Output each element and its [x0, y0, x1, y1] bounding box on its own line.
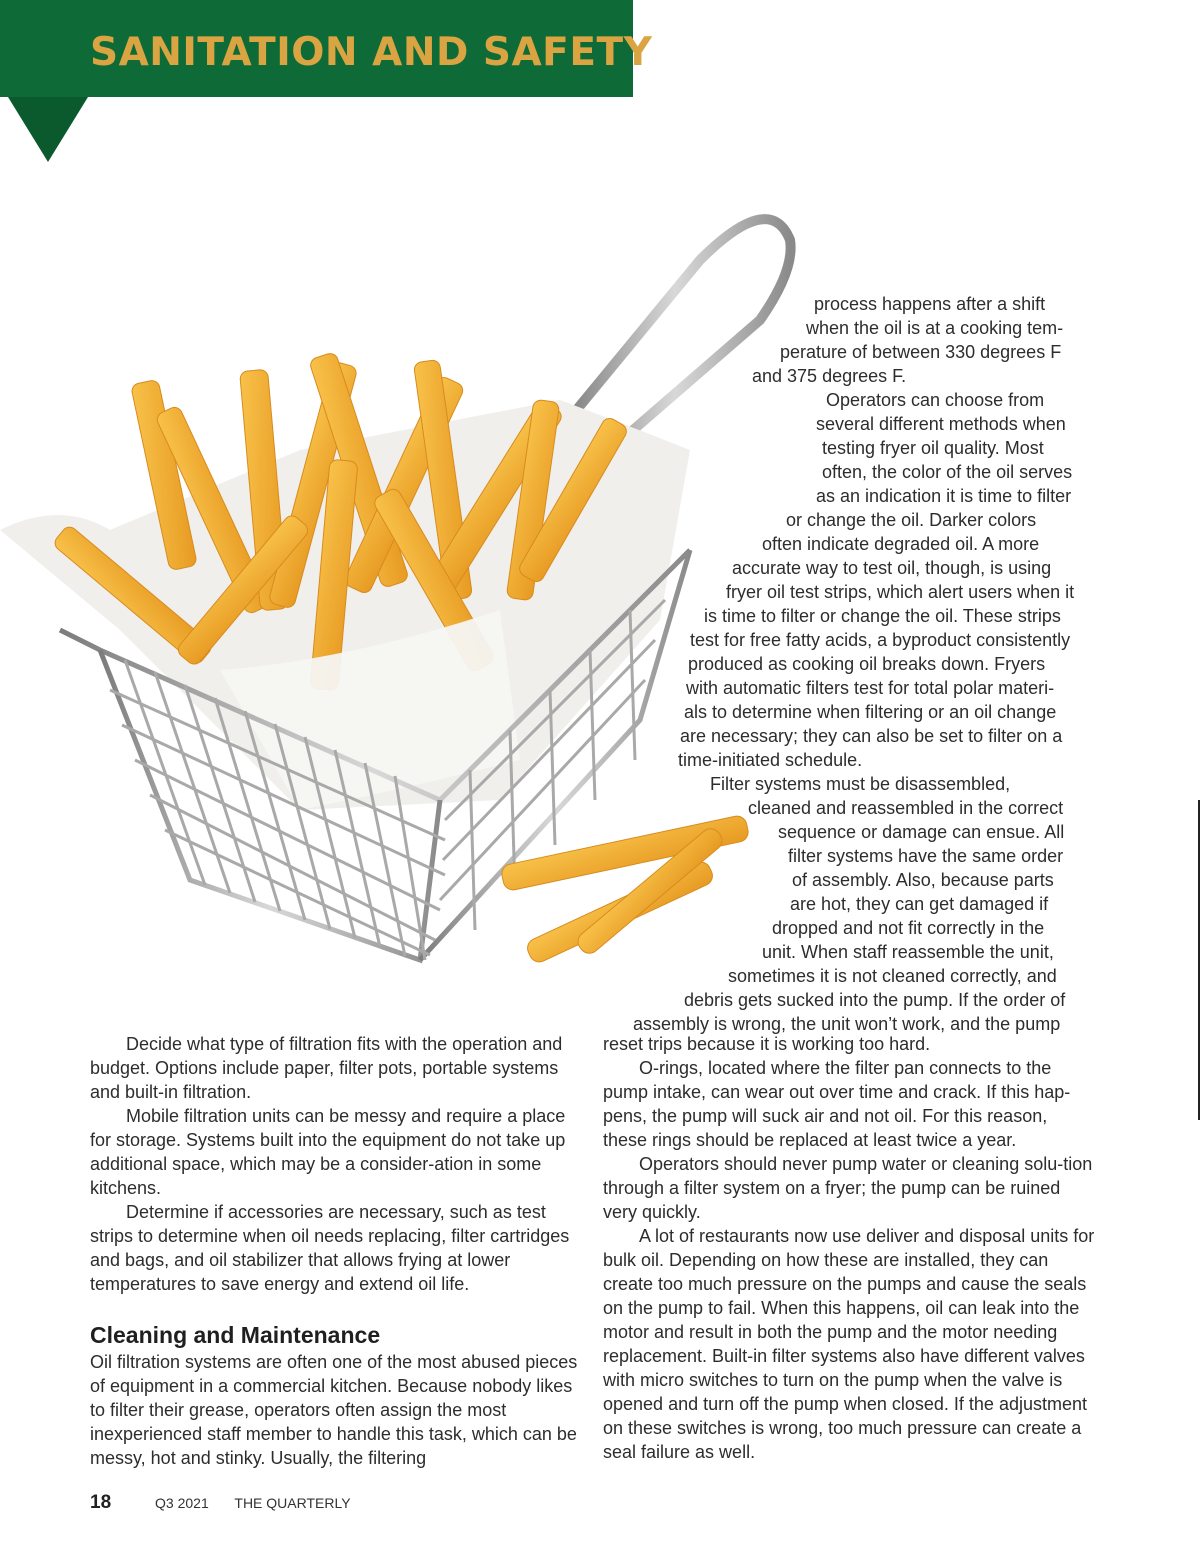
banner-tab-decoration — [8, 97, 88, 162]
wrap-line: of assembly. Also, because parts — [792, 870, 1054, 890]
paragraph: Mobile filtration units can be messy and require a place for storage. Systems built into the equipment do not take up additional space, which may be a consider-ation in some kitchens. — [90, 1106, 566, 1198]
paragraph: O-rings, located where the filter pan connects to the pump intake, can wear out over time and crack. If this hap-pens, the pump will suck air and not oil. For this reason, these rings should be replaced at least twice a year. — [603, 1058, 1071, 1150]
page-footer — [90, 1492, 351, 1514]
wrap-line: and 375 degrees F. — [752, 366, 907, 386]
wrap-line: als to determine when filtering or an oil change — [684, 702, 1057, 722]
wrap-line: filter systems have the same order — [788, 846, 1064, 866]
wrap-line: Filter systems must be disassembled, — [710, 774, 1011, 794]
wrap-line: sequence or damage can ensue. All — [778, 822, 1065, 842]
left-column — [90, 1032, 580, 1470]
paragraph: Oil filtration systems are often one of the most abused pieces of equipment in a commercial kitchen. Because nobody likes to filter their grease, operators often assign the most inexperienced staff member to handle this task, which can be messy, hot and stinky. Usually, the filtering — [90, 1352, 578, 1468]
wrap-line: when the oil is at a cooking tem- — [806, 318, 1064, 338]
wrap-line: cleaned and reassembled in the correct — [748, 798, 1064, 818]
page-number: 18 — [90, 1492, 112, 1513]
issue-label: Q3 2021 — [155, 1495, 209, 1511]
section-banner — [0, 0, 653, 97]
paragraph: Operators should never pump water or cleaning solu-tion through a filter system on a fryer; the pump can be ruined very quickly. — [603, 1154, 1093, 1222]
wrap-line: debris gets sucked into the pump. If the order of — [684, 990, 1066, 1010]
section-title: SANITATION AND SAFETY — [90, 30, 653, 75]
wrap-line: are necessary; they can also be set to filter on a — [680, 726, 1063, 746]
wrap-line: often indicate degraded oil. A more — [762, 534, 1040, 554]
wrap-line: dropped and not fit correctly in the — [772, 918, 1045, 938]
paragraph: Decide what type of filtration fits with the operation and budget. Options include paper, filter pots, portable systems and built-in filtration. — [90, 1034, 563, 1102]
publication-name: THE QUARTERLY — [234, 1495, 351, 1511]
wrap-line: Operators can choose from — [826, 390, 1045, 410]
wrap-line: with automatic filters test for total polar materi- — [686, 678, 1055, 698]
paragraph: Determine if accessories are necessary, such as test strips to determine when oil needs replacing, filter cartridges and bags, and oil stabilizer that allows frying at lower temperatures to save energy and extend oil life. — [90, 1202, 570, 1294]
wrap-line: as an indication it is time to filter — [816, 486, 1072, 506]
paragraph: A lot of restaurants now use deliver and disposal units for bulk oil. Depending on how these are installed, they can create too much pressure on the pumps and cause the seals on the pump to fail. When this happens, oil can leak into the motor and result in both the pump and the motor needing replacement. Built-in filter systems also have different valves with micro switches to turn on the pump when the valve is opened and turn off the pump when closed. If the adjustment on these switches is wrong, too much pressure can create a seal failure as well. — [603, 1226, 1095, 1462]
wrap-line: time-initiated schedule. — [678, 750, 863, 770]
wrap-line: unit. When staff reassemble the unit, — [762, 942, 1054, 962]
subheading-cleaning-maintenance: Cleaning and Maintenance — [90, 1322, 381, 1348]
wrap-line: test for free fatty acids, a byproduct consistently — [690, 630, 1071, 650]
wrap-line: are hot, they can get damaged if — [790, 894, 1049, 914]
wrap-line: perature of between 330 degrees F — [780, 342, 1062, 362]
wrap-line: produced as cooking oil breaks down. Fryers — [688, 654, 1046, 674]
wrap-line: accurate way to test oil, though, is using — [732, 558, 1052, 578]
wrap-line: fryer oil test strips, which alert users when it — [726, 582, 1075, 602]
wrap-line: or change the oil. Darker colors — [786, 510, 1037, 530]
wrap-line: is time to filter or change the oil. These strips — [704, 606, 1061, 626]
wrap-line: process happens after a shift — [814, 294, 1046, 314]
wrap-line: sometimes it is not cleaned correctly, and — [728, 966, 1057, 986]
wrap-line: testing fryer oil quality. Most — [822, 438, 1044, 458]
wrap-line: often, the color of the oil serves — [822, 462, 1073, 482]
wrap-line: assembly is wrong, the unit won’t work, and the pump — [633, 1014, 1061, 1034]
fries-basket-photo — [0, 200, 800, 1000]
wrap-line: several different methods when — [816, 414, 1066, 434]
paragraph: reset trips because it is working too hard. — [603, 1034, 931, 1054]
right-column — [603, 1032, 1095, 1464]
